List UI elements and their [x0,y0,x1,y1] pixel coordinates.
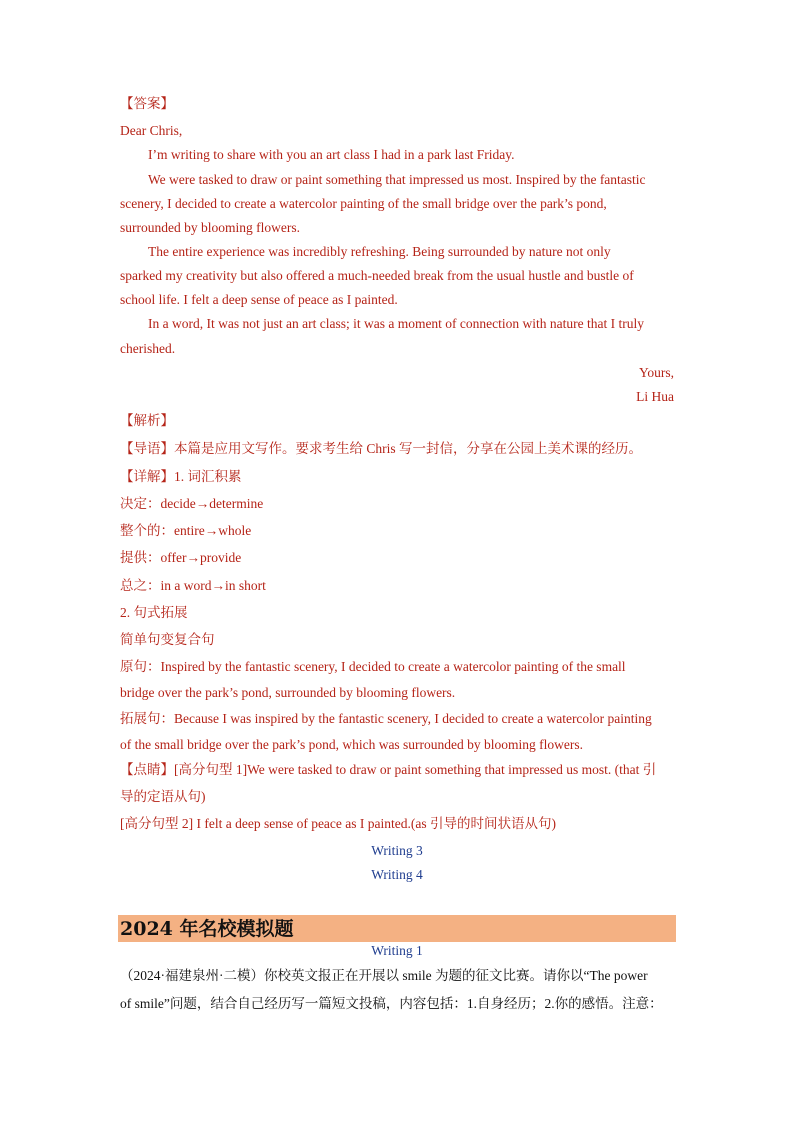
vocab-item: 整个的：entire→whole [120,523,252,538]
point-paragraph [120,761,656,779]
letter-line: scenery, I decided to create a watercolor painting of the small bridge over the park’s pond, [120,196,607,211]
point-line: 导的定语从句) [120,789,206,804]
vocab-item: 总之：in a word→in short [120,578,266,593]
letter-closing: Yours, [638,365,674,380]
guide-text: 本篇是应用文写作。要求考生给 Chris 写一封信，分享在公园上美术课的经历。 [174,441,643,456]
letter-line: surrounded by blooming flowers. [120,220,300,235]
prompt-line: of smile”问题，结合自己经历写一篇短文投稿，内容包括：1.自身经历；2.你的感悟。注意： [120,996,663,1011]
detail-text: 1. 词汇积累 [174,469,242,484]
section-banner [118,915,676,942]
guide-paragraph [120,440,642,458]
expanded-sentence: of the small bridge over the park’s pond, which was surrounded by blooming flowers. [120,737,584,752]
letter-signature: Li Hua [636,389,674,404]
letter-line: school life. I felt a deep sense of peace as I painted. [120,292,398,307]
letter-line: sparked my creativity but also offered a much-needed break from the usual hustle and bustle of [120,268,634,283]
letter-line: In a word, It was not just an art class; it was a moment of connection with nature that I truly [148,316,644,331]
letter-line: cherished. [120,341,176,356]
original-sentence: bridge over the park’s pond, surrounded by blooming flowers. [120,685,456,700]
sentence-subtitle: 简单句变复合句 [120,632,215,647]
detail-tag: 【详解】 [120,469,174,484]
prompt-line: （2024·福建泉州·二模）你校英文报正在开展以 smile 为题的征文比赛。请你以“The power [120,968,648,983]
expanded-sentence: 拓展句：Because I was inspired by the fantastic scenery, I decided to create a watercolor painting [120,711,652,726]
answer-heading: 【答案】 [120,96,174,111]
point-text: [高分句型 1]We were tasked to draw or paint something that impressed us most. (that 引 [174,762,657,777]
guide-tag: 【导语】 [120,441,174,456]
writing-link[interactable]: Writing 4 [371,867,423,882]
analysis-heading: 【解析】 [120,413,174,428]
vocab-item: 决定：decide→determine [120,496,264,511]
letter-line: I’m writing to share with you an art class I had in a park last Friday. [148,147,515,162]
detail-paragraph [120,468,242,486]
letter-line: We were tasked to draw or paint something that impressed us most. Inspired by the fantastic [148,172,646,187]
point-tag: 【点睛】 [120,762,174,777]
letter-line: The entire experience was incredibly refreshing. Being surrounded by nature not only [148,244,611,259]
vocab-item: 提供：offer→provide [120,550,242,565]
salutation: Dear Chris, [120,123,183,138]
writing-link[interactable]: Writing 3 [371,843,423,858]
section-banner-title: 2024 年名校模拟题 [120,918,294,940]
original-sentence: 原句：Inspired by the fantastic scenery, I decided to create a watercolor painting of the small [120,659,626,674]
sentence-title: 2. 句式拓展 [120,605,188,620]
point-line: [高分句型 2] I felt a deep sense of peace as I painted.(as 引导的时间状语从句) [120,816,556,831]
writing-link[interactable]: Writing 1 [371,943,423,958]
